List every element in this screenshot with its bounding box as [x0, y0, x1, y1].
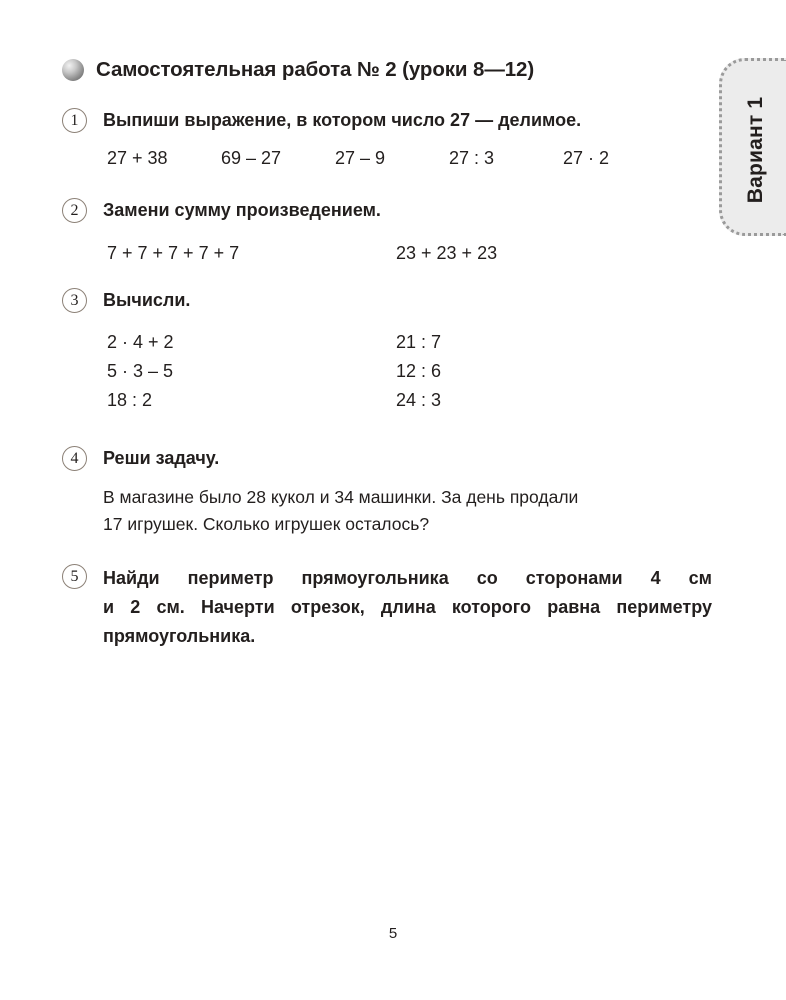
task-2-left-column: [107, 239, 239, 268]
task-2-right-column: [396, 239, 497, 268]
expression-item: 27 – 9: [335, 148, 386, 168]
task-3-left-column: [107, 328, 174, 415]
task-3-right-column: [396, 328, 441, 415]
page-title: Самостоятельная работа № 2 (уроки 8—12): [96, 58, 535, 81]
problem-line: 17 игрушек. Сколько игрушек осталось?: [103, 514, 430, 534]
task-5-line: Найди периметр прямоугольника со сторонами 4 см: [103, 568, 712, 588]
task-number-badge: 3: [62, 288, 87, 313]
task-2-title: Замени сумму произведением.: [103, 200, 381, 220]
task-5-header: [62, 564, 87, 589]
task-1-title: Выпиши выражение, в котором число 27 — делимое.: [103, 110, 582, 130]
task-5-text: [103, 564, 712, 651]
expression-item: 7 + 7 + 7 + 7 + 7: [107, 243, 240, 263]
sphere-bullet-icon: [62, 59, 84, 81]
task-number-badge: 5: [62, 564, 87, 589]
expression-item: 18 : 2: [107, 390, 153, 410]
expression-item: 27 · 2: [563, 148, 610, 168]
task-4-header: [62, 446, 219, 471]
expression-item: 69 – 27: [221, 148, 282, 168]
task-number-badge: 2: [62, 198, 87, 223]
variant-side-tab-label: Вариант 1: [743, 96, 767, 204]
page-number: 5: [388, 925, 398, 942]
expression-item: 5 · 3 – 5: [107, 361, 174, 381]
expression-item: 27 + 38: [107, 148, 168, 168]
task-2-header: [62, 198, 381, 223]
expression-item: 23 + 23 + 23: [396, 243, 498, 263]
expression-item: 12 : 6: [396, 361, 442, 381]
problem-line: В магазине было 28 кукол и 34 машинки. За день продали: [103, 487, 579, 507]
task-5-line: и 2 см. Начерти отрезок, длина которого равна периметру: [103, 597, 712, 617]
task-number-badge: 1: [62, 108, 87, 133]
task-2: [62, 198, 381, 223]
variant-side-tab: [719, 58, 786, 236]
page-title-row: [62, 58, 534, 82]
task-3-title: Вычисли.: [103, 290, 191, 310]
expression-item: 21 : 7: [396, 332, 442, 352]
expression-item: 27 : 3: [449, 148, 495, 168]
task-4: [62, 446, 219, 471]
task-1-header: [62, 108, 581, 133]
task-4-title: Реши задачу.: [103, 448, 220, 468]
task-1-expressions: [107, 148, 677, 169]
task-5: [62, 564, 87, 589]
task-3: [62, 288, 190, 313]
task-number-badge: 4: [62, 446, 87, 471]
task-3-header: [62, 288, 190, 313]
task-4-problem-text: [103, 484, 713, 538]
task-1: [62, 108, 581, 133]
task-5-line: прямоугольника.: [103, 626, 256, 646]
expression-item: 24 : 3: [396, 390, 442, 410]
expression-item: 2 · 4 + 2: [107, 332, 174, 352]
